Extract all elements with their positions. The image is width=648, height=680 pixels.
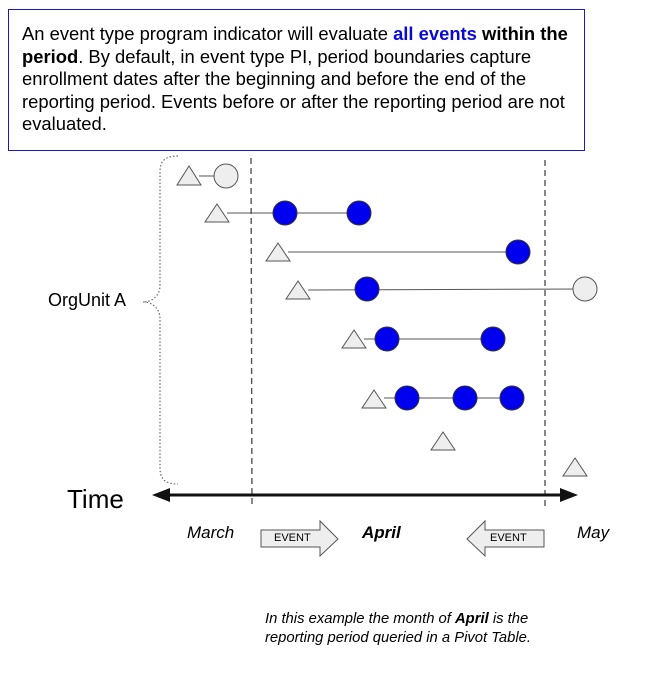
description-highlight: all events — [393, 23, 477, 44]
event-arrow-right-label: EVENT — [274, 532, 311, 544]
event-in-period — [481, 327, 505, 351]
description-bold: within the period — [22, 23, 568, 67]
footnote-rest: is the reporting period queried in a Pivot Table. — [265, 611, 531, 646]
time-axis-label: Time — [67, 484, 124, 514]
event-in-period — [453, 386, 477, 410]
month-march-label: March — [187, 523, 235, 542]
period-start-line — [251, 158, 252, 508]
enrollment-marker — [205, 204, 229, 222]
enrollment-row-4 — [286, 277, 597, 301]
enrollment-marker — [563, 458, 587, 476]
time-axis-arrow-right — [560, 488, 578, 502]
month-may-label: May — [577, 523, 610, 542]
footnote-text: In this example the month of — [265, 611, 455, 627]
event-in-period — [395, 386, 419, 410]
time-axis-arrow-left — [152, 488, 170, 502]
footnote — [265, 610, 565, 647]
event-arrow-left-label: EVENT — [490, 532, 527, 544]
enrollment-marker — [431, 432, 455, 450]
event-outside-period — [214, 164, 238, 188]
enrollment-marker — [362, 390, 386, 408]
enrollment-row-1 — [177, 164, 238, 188]
event-in-period — [273, 201, 297, 225]
description-text: An event type program indicator will evaluate — [22, 23, 394, 44]
event-in-period — [500, 386, 524, 410]
event-in-period — [375, 327, 399, 351]
description-rest: . By default, in event type PI, period boundaries capture enrollment dates after the beginning and before the end of the reporting period. Events before or after the reporting period are not evaluated. — [22, 45, 565, 134]
enrollment-row-3 — [266, 240, 530, 264]
enrollment-row-2 — [205, 201, 371, 225]
footnote-bold: April — [455, 611, 489, 627]
event-in-period — [506, 240, 530, 264]
enrollment-marker — [286, 281, 310, 299]
enrollment-row-5 — [342, 327, 505, 351]
enrollment-marker — [266, 243, 290, 261]
orgunit-label: OrgUnit A — [48, 290, 127, 310]
orgunit-brace — [143, 156, 178, 484]
enrollment-marker — [342, 330, 366, 348]
enrollment-marker — [177, 166, 201, 185]
event-outside-period — [573, 277, 597, 301]
enrollment-row-6 — [362, 386, 524, 410]
event-in-period — [347, 201, 371, 225]
event-in-period — [355, 277, 379, 301]
month-april-label: April — [362, 523, 401, 542]
